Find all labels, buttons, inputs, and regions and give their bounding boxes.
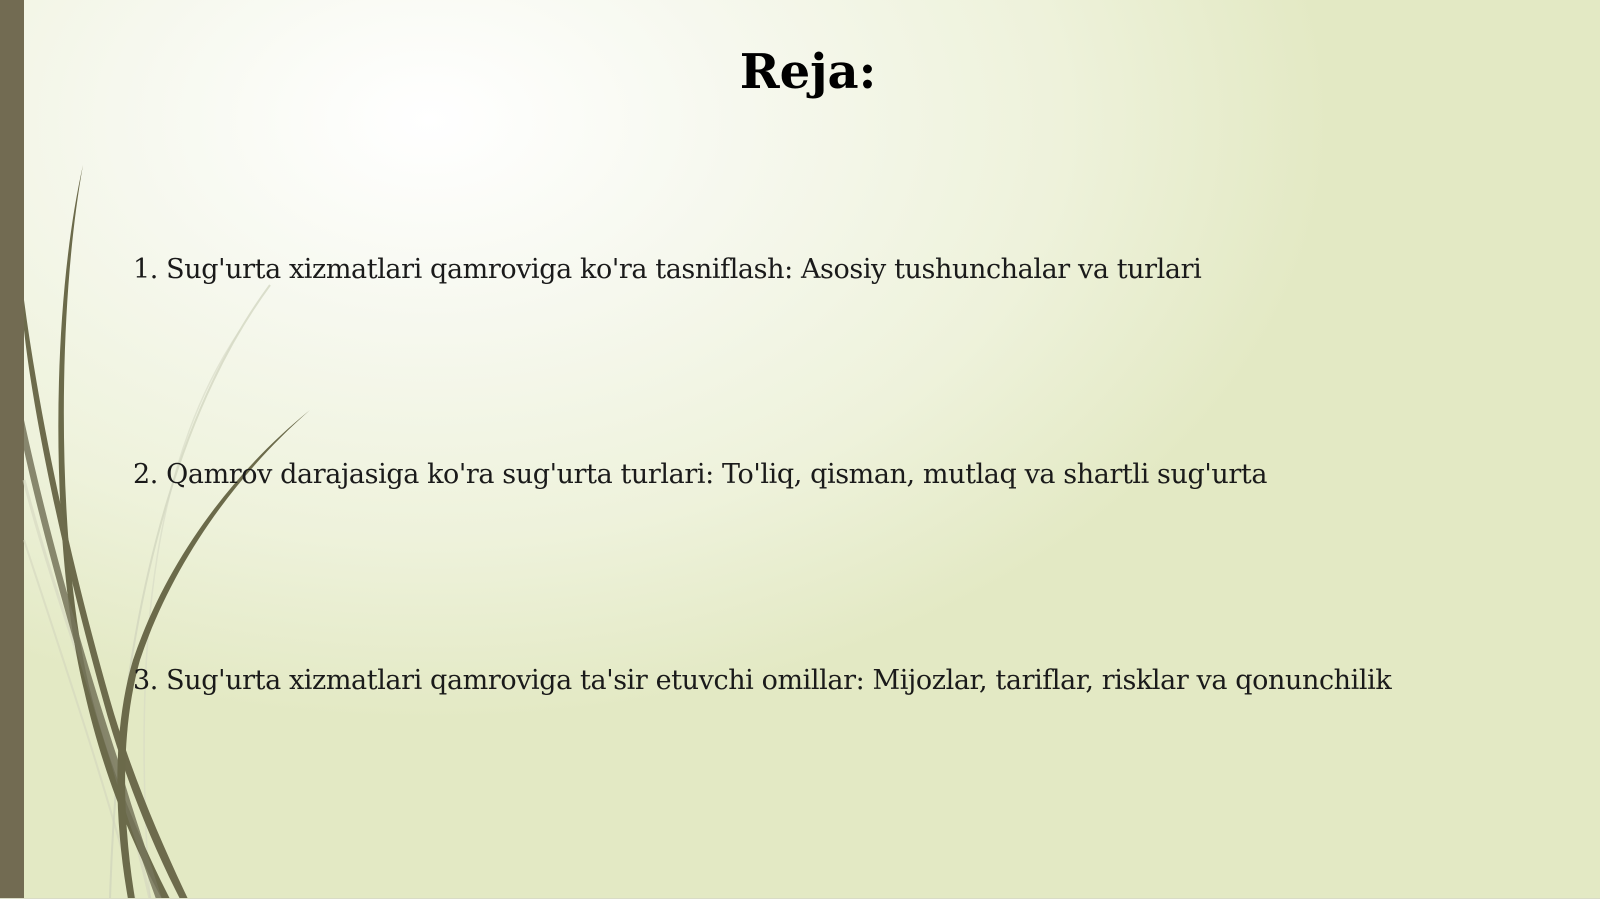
agenda-item-3: 3. Sug'urta xizmatlari qamroviga ta'sir etuvchi omillar: Mijozlar, tariflar, risklar va qonunchilik — [133, 665, 1392, 696]
agenda-item-2: 2. Qamrov darajasiga ko'ra sug'urta turlari: To'liq, qisman, mutlaq va shartli sug'urta — [133, 459, 1268, 490]
slide-title: Reja: — [739, 44, 877, 100]
grass-decoration — [0, 0, 330, 899]
agenda-item-1: 1. Sug'urta xizmatlari qamroviga ko'ra tasniflash: Asosiy tushunchalar va turlari — [133, 254, 1202, 285]
